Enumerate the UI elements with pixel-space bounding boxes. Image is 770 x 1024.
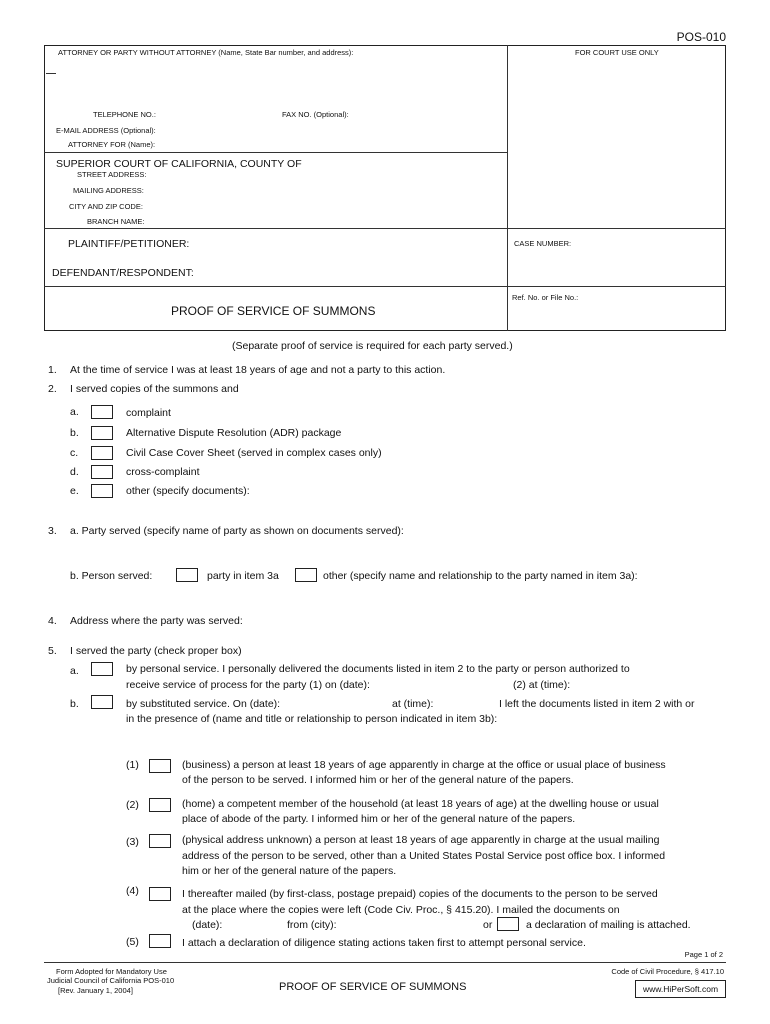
item5b-letter: b. <box>70 698 79 710</box>
footer-adopted-line3: [Rev. January 1, 2004] <box>58 986 133 995</box>
sub5-line1: I attach a declaration of diligence stating actions taken first to attempt personal service. <box>182 937 586 949</box>
item5a-checkbox[interactable] <box>91 662 113 676</box>
item2e-letter: e. <box>70 485 79 497</box>
item2c-checkbox[interactable] <box>91 446 113 460</box>
court-use-label: FOR COURT USE ONLY <box>575 48 659 57</box>
item5a-letter: a. <box>70 665 79 677</box>
form-title: PROOF OF SERVICE OF SUMMONS <box>171 304 376 318</box>
item2b-letter: b. <box>70 427 79 439</box>
item2c-letter: c. <box>70 447 79 459</box>
sub1-number: (1) <box>126 759 139 771</box>
header-divider-title <box>44 286 726 287</box>
sub3-line3: him or her of the general nature of the papers. <box>182 865 397 877</box>
sub4-line2: at the place where the copies were left (Code Civ. Proc., § 415.20). I mailed the documents on <box>182 904 620 916</box>
form-number: POS-010 <box>676 30 726 44</box>
sub5-number: (5) <box>126 936 139 948</box>
sub2-line2: place of abode of the party. I informed him or her of the general nature of the papers. <box>182 813 576 825</box>
item5b-checkbox[interactable] <box>91 695 113 709</box>
sub4-number: (4) <box>126 885 139 897</box>
footer-title: PROOF OF SERVICE OF SUMMONS <box>279 981 467 993</box>
item2d-letter: d. <box>70 466 79 478</box>
item2c-text: Civil Case Cover Sheet (served in complex cases only) <box>126 447 382 459</box>
header-divider-parties <box>44 228 726 229</box>
branch-label: BRANCH NAME: <box>87 217 145 226</box>
website-badge[interactable] <box>635 980 726 998</box>
sub4-line1: I thereafter mailed (by first-class, postage prepaid) copies of the documents to the person to be served <box>182 888 658 900</box>
item5b-at-time: at (time): <box>392 698 434 710</box>
sub2-number: (2) <box>126 799 139 811</box>
sub3-line1: (physical address unknown) a person at least 18 years of age apparently in charge at the usual mailing <box>182 834 660 846</box>
footer-adopted-line1: Form Adopted for Mandatory Use <box>56 967 167 976</box>
item2d-text: cross-complaint <box>126 466 200 478</box>
plaintiff-label: PLAINTIFF/PETITIONER: <box>68 238 190 250</box>
fax-label: FAX NO. (Optional): <box>282 110 349 119</box>
item2b-checkbox[interactable] <box>91 426 113 440</box>
sub3-number: (3) <box>126 836 139 848</box>
item2a-text: complaint <box>126 407 171 419</box>
footer-adopted-line2: Judicial Council of California POS-010 <box>47 976 175 985</box>
item2e-checkbox[interactable] <box>91 484 113 498</box>
separate-proof-note: (Separate proof of service is required for each party served.) <box>232 340 513 352</box>
attorney-label: ATTORNEY OR PARTY WITHOUT ATTORNEY (Name, State Bar number, and address): <box>58 48 354 57</box>
item4-number: 4. <box>48 615 57 627</box>
website-text: www.HiPerSoft.com <box>642 984 719 994</box>
item5a-line1: by personal service. I personally delivered the documents listed in item 2 to the party or person authorized to <box>126 663 630 675</box>
sub4-city-label: from (city): <box>287 919 337 931</box>
sub2-line1: (home) a competent member of the household (at least 18 years of age) at the dwelling house or usual <box>182 798 659 810</box>
sub3-checkbox[interactable] <box>149 834 171 848</box>
item3b-label: b. Person served: <box>70 570 153 582</box>
court-name: SUPERIOR COURT OF CALIFORNIA, COUNTY OF <box>56 158 302 170</box>
item3b-party-checkbox[interactable] <box>176 568 198 582</box>
sub4-date-label: (date): <box>192 919 223 931</box>
item4-text: Address where the party was served: <box>70 615 243 627</box>
item5a-line2: receive service of process for the party (1) on (date): <box>126 679 370 691</box>
sub3-line2: address of the person to be served, other than a United States Postal Service post office box. I informed <box>182 850 666 862</box>
mailing-label: MAILING ADDRESS: <box>73 186 144 195</box>
sub1-line1: (business) a person at least 18 years of age apparently in charge at the office or usual place of business <box>182 759 666 771</box>
item2e-text: other (specify documents): <box>126 485 250 497</box>
header-vertical-divider <box>507 45 508 331</box>
case-number-label: CASE NUMBER: <box>514 239 572 248</box>
item2a-letter: a. <box>70 406 79 418</box>
header-frame <box>44 45 726 331</box>
item2-text: I served copies of the summons and <box>70 383 239 395</box>
sub4-or-label: or <box>483 919 493 931</box>
item5b-line1: by substituted service. On (date): <box>126 698 281 710</box>
street-label: STREET ADDRESS: <box>77 170 147 179</box>
item2a-checkbox[interactable] <box>91 405 113 419</box>
item2b-text: Alternative Dispute Resolution (ADR) package <box>126 427 342 439</box>
item1-text: At the time of service I was at least 18 years of age and not a party to this action. <box>70 364 446 376</box>
sub1-line2: of the person to be served. I informed him or her of the general nature of the papers. <box>182 774 574 786</box>
item2d-checkbox[interactable] <box>91 465 113 479</box>
footer-rule <box>44 962 726 963</box>
item3b-other-text: other (specify name and relationship to the party named in item 3a): <box>323 570 638 582</box>
sub1-checkbox[interactable] <box>149 759 171 773</box>
item5a-time: (2) at (time): <box>513 679 571 691</box>
page-number: Page 1 of 2 <box>684 950 723 959</box>
header-divider-court <box>44 152 508 153</box>
sub4-declaration-text: a declaration of mailing is attached. <box>526 919 691 931</box>
defendant-label: DEFENDANT/RESPONDENT: <box>52 267 194 279</box>
item5b-left-docs: I left the documents listed in item 2 with or <box>499 698 695 710</box>
item5-number: 5. <box>48 645 57 657</box>
ref-label: Ref. No. or File No.: <box>512 293 579 302</box>
footer-code: Code of Civil Procedure, § 417.10 <box>611 967 724 976</box>
item3a-text: a. Party served (specify name of party as shown on documents served): <box>70 525 404 537</box>
sub4-checkbox[interactable] <box>149 887 171 901</box>
attorney-input-marker <box>46 73 56 74</box>
item5-text: I served the party (check proper box) <box>70 645 242 657</box>
item2-number: 2. <box>48 383 57 395</box>
item5b-line2: in the presence of (name and title or relationship to person indicated in item 3b): <box>126 713 498 725</box>
sub2-checkbox[interactable] <box>149 798 171 812</box>
item3-number: 3. <box>48 525 57 537</box>
sub4-declaration-checkbox[interactable] <box>497 917 519 931</box>
sub5-checkbox[interactable] <box>149 934 171 948</box>
attorney-for-label: ATTORNEY FOR (Name): <box>68 140 156 149</box>
item3b-party-text: party in item 3a <box>207 570 279 582</box>
email-label: E-MAIL ADDRESS (Optional): <box>56 126 156 135</box>
telephone-label: TELEPHONE NO.: <box>93 110 156 119</box>
item3b-other-checkbox[interactable] <box>295 568 317 582</box>
city-zip-label: CITY AND ZIP CODE: <box>69 202 143 211</box>
item1-number: 1. <box>48 364 57 376</box>
